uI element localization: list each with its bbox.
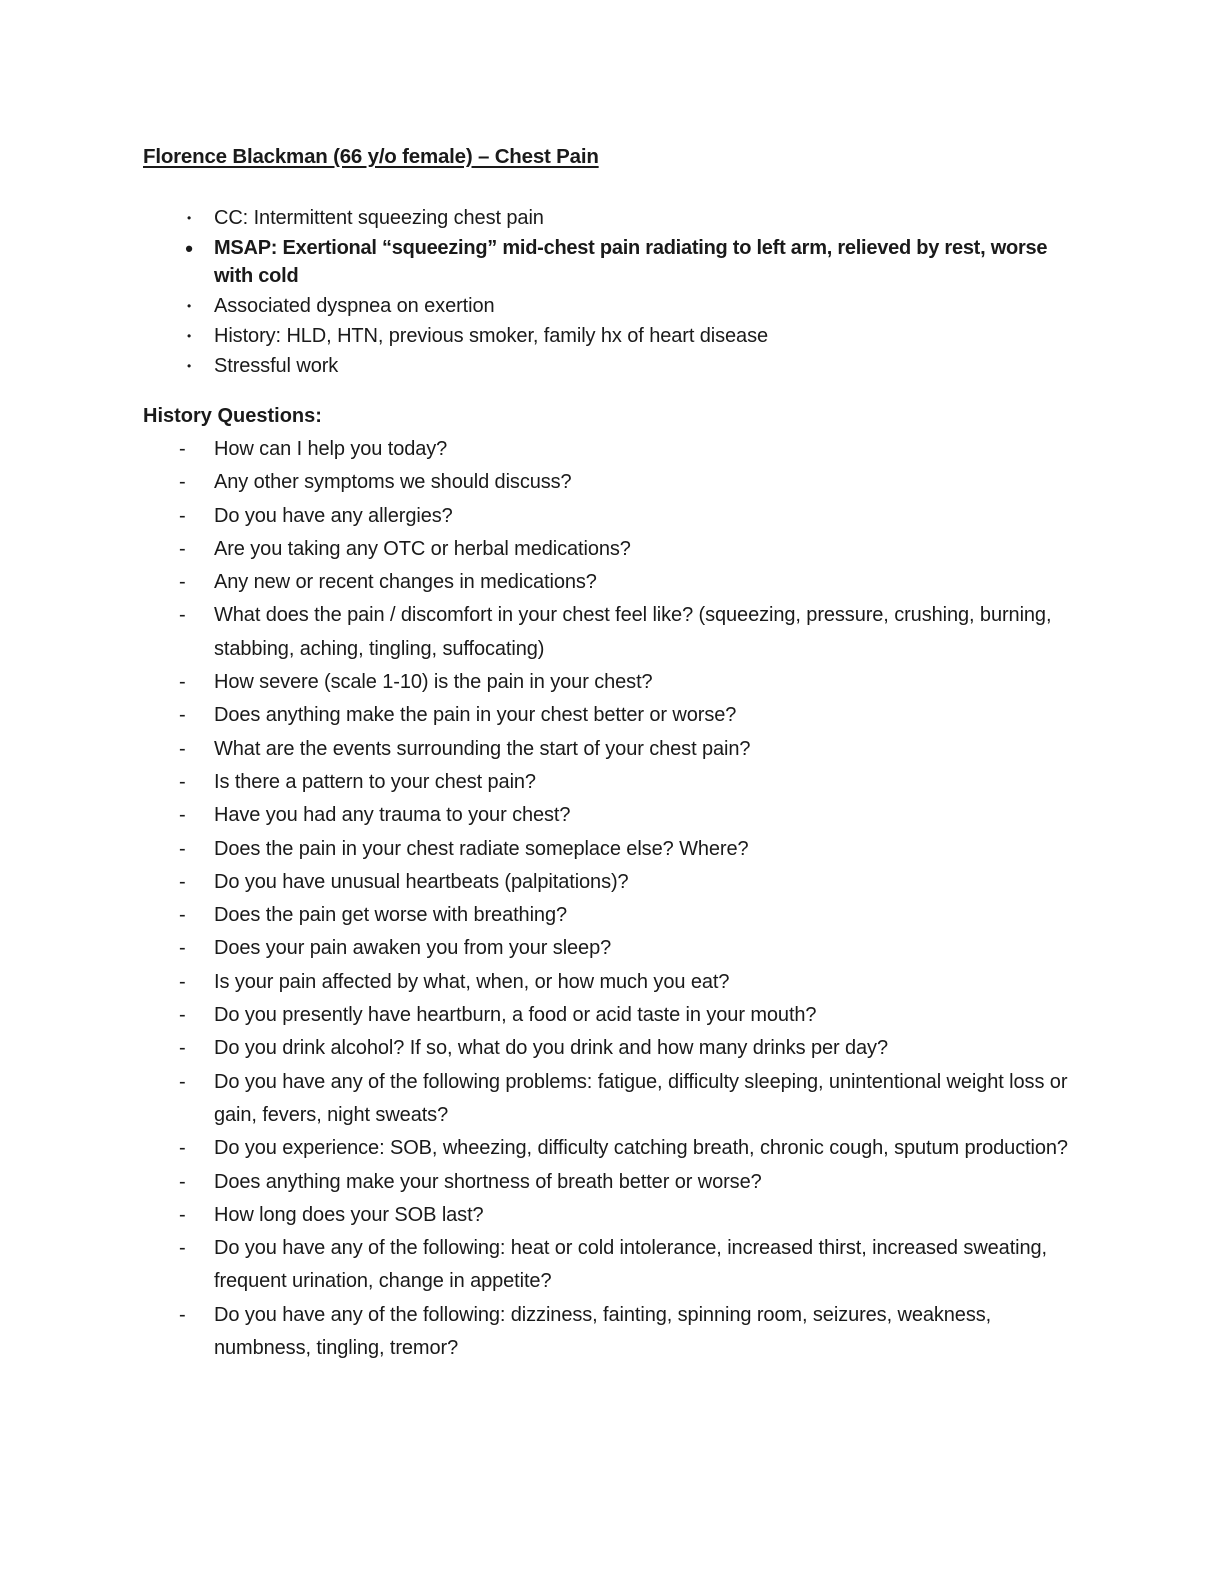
question-item [143,566,1083,599]
summary-text: CC: Intermittent squeezing chest pain [214,207,544,229]
bullet-icon: • [186,328,192,343]
summary-item [143,353,1083,381]
question-item [143,1032,1083,1065]
dash-marker: - [179,438,186,460]
summary-item [143,235,1083,290]
question-text: Does the pain get worse with breathing? [214,904,567,927]
question-item [143,799,1083,832]
dash-marker: - [179,1170,186,1193]
question-item [143,999,1083,1032]
question-item [143,1232,1083,1299]
summary-text: Stressful work [214,354,339,377]
question-text: Do you experience: SOB, wheezing, difficulty catching breath, chronic cough, sputum production? [214,1137,1068,1160]
question-text: How severe (scale 1-10) is the pain in your chest? [214,671,653,694]
question-text: Do you have any of the following: dizziness, fainting, spinning room, seizures, weakness, numbness, tingling, tremor? [214,1303,992,1360]
dash-marker: - [179,571,186,594]
summary-item [143,323,1083,351]
history-questions-list [143,433,1083,1365]
dash-marker: - [179,537,186,560]
summary-text: History: HLD, HTN, previous smoker, family hx of heart disease [214,324,768,347]
bullet-icon: • [186,298,192,313]
dash-marker: - [179,1004,186,1027]
question-item [143,1066,1083,1133]
summary-item [143,293,1083,321]
question-item [143,966,1083,999]
dash-marker: - [179,471,186,494]
question-item [143,733,1083,766]
question-item [143,866,1083,899]
history-questions-heading: History Questions: [143,405,322,427]
dash-marker: - [179,737,186,760]
dash-marker: - [179,1037,186,1060]
question-text: Do you have any allergies? [214,504,453,527]
dash-marker: - [179,937,186,960]
question-text: Do you have unusual heartbeats (palpitations)? [214,870,629,893]
dash-marker: - [179,1070,186,1093]
dash-marker: - [179,604,186,627]
question-item [143,899,1083,932]
question-item [143,833,1083,866]
question-item [143,1166,1083,1199]
question-item [143,766,1083,799]
question-text: Have you had any trauma to your chest? [214,804,571,827]
dash-marker: - [179,770,186,793]
dash-marker: - [179,671,186,694]
question-text: Do you have any of the following: heat or cold intolerance, increased thirst, increased sweating, frequent urination, change in appetite? [214,1237,1048,1293]
bullet-icon: • [186,358,192,373]
summary-text: MSAP: Exertional “squeezing” mid-chest pain radiating to left arm, relieved by rest, worse with cold [214,237,1048,287]
question-item [143,699,1083,732]
question-text: What does the pain / discomfort in your chest feel like? (squeezing, pressure, crushing, burning, stabbing, aching, tingling, suffocating) [214,604,1052,660]
dash-marker: - [179,504,186,527]
question-item [143,932,1083,965]
question-text: Does the pain in your chest radiate someplace else? Where? [214,837,749,860]
question-text: Any new or recent changes in medications? [214,571,597,594]
question-text: Any other symptoms we should discuss? [214,471,572,494]
question-text: Do you presently have heartburn, a food or acid taste in your mouth? [214,1004,817,1027]
question-item [143,1199,1083,1232]
question-text: How long does your SOB last? [214,1203,484,1226]
case-summary-list [143,205,1083,383]
dash-marker: - [179,1203,186,1226]
dash-marker: - [179,870,186,893]
dash-marker: - [179,804,186,827]
question-item [143,1132,1083,1165]
summary-text: Associated dyspnea on exertion [214,294,495,317]
dash-marker: - [179,1237,186,1260]
dash-marker: - [179,1303,186,1326]
question-text: What are the events surrounding the start of your chest pain? [214,737,751,760]
question-text: Are you taking any OTC or herbal medications? [214,537,631,560]
question-text: Is your pain affected by what, when, or how much you eat? [214,970,730,993]
question-text: Does your pain awaken you from your sleep? [214,937,612,960]
question-item [143,500,1083,533]
question-item [143,433,1083,466]
question-item [143,666,1083,699]
document-title: Florence Blackman (66 y/o female) – Chest Pain [143,145,599,168]
question-item [143,533,1083,566]
question-text: Does anything make the pain in your chest better or worse? [214,704,737,727]
question-text: Do you have any of the following problems: fatigue, difficulty sleeping, unintentional weight loss or gain, fevers, night sweats? [214,1070,1068,1126]
bullet-icon: • [185,236,193,261]
dash-marker: - [179,1137,186,1160]
dash-marker: - [179,704,186,727]
bullet-icon: • [186,211,192,225]
question-text: Does anything make your shortness of breath better or worse? [214,1170,762,1193]
question-item [143,466,1083,499]
question-text: How can I help you today? [214,438,448,460]
dash-marker: - [179,970,186,993]
summary-item [143,205,1083,233]
question-item [143,599,1083,666]
dash-marker: - [179,837,186,860]
question-text: Do you drink alcohol? If so, what do you drink and how many drinks per day? [214,1037,888,1060]
question-item [143,1299,1083,1366]
question-text: Is there a pattern to your chest pain? [214,770,536,793]
dash-marker: - [179,904,186,927]
